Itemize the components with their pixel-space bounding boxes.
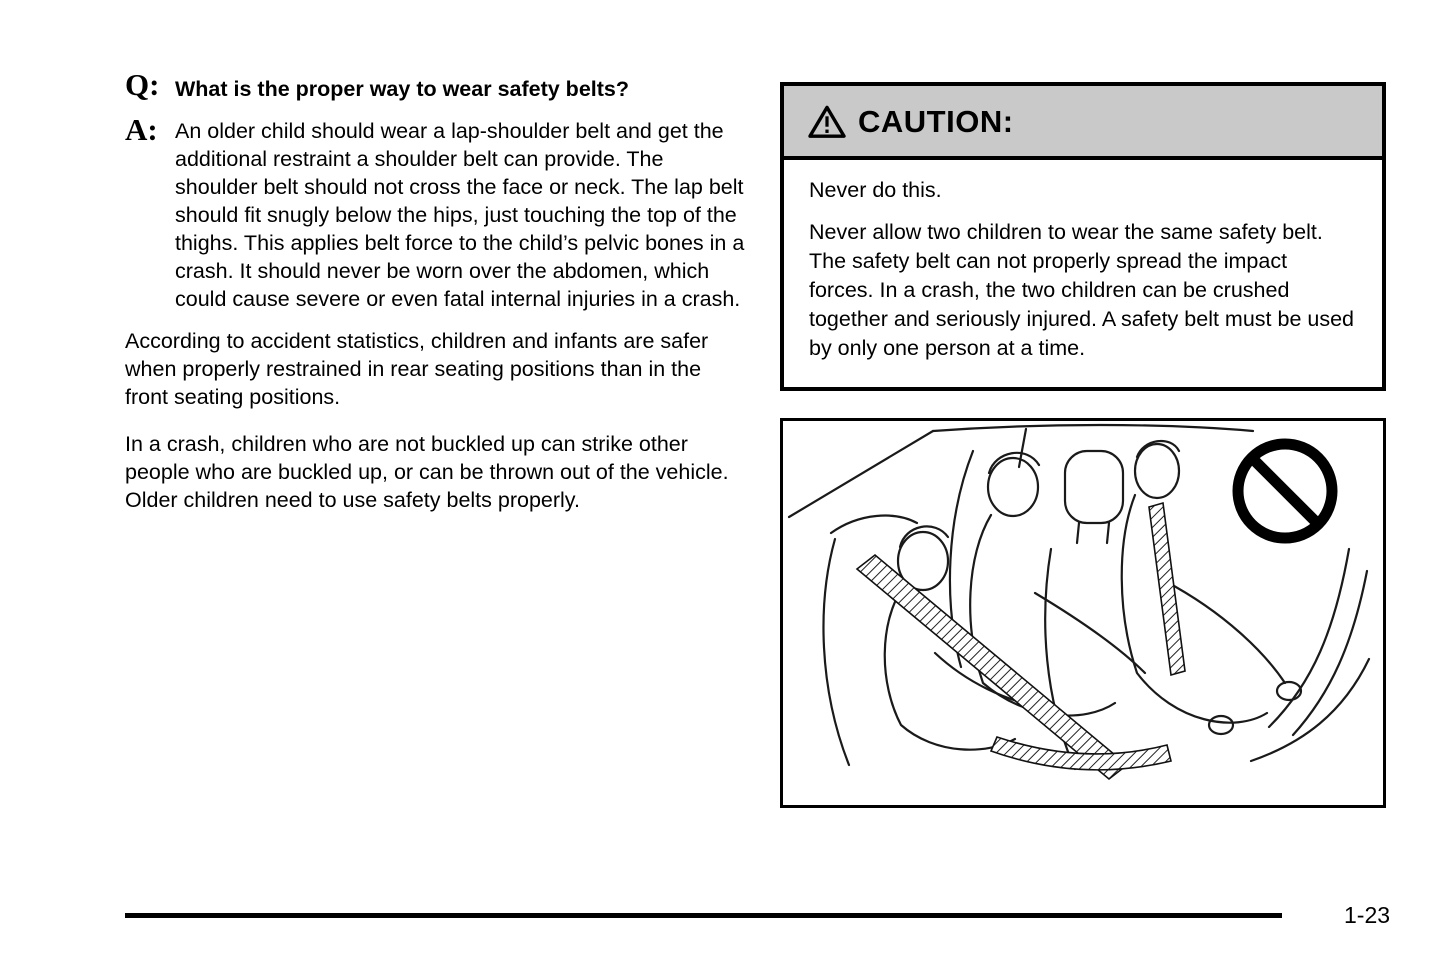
caution-column: [780, 82, 1386, 808]
question-row: [125, 67, 750, 103]
no-symbol-icon: [1238, 444, 1332, 538]
question-text: What is the proper way to wear safety belts?: [175, 77, 629, 101]
caution-header: [784, 86, 1382, 160]
caution-line1: Never do this.: [809, 178, 942, 202]
qa-column: [125, 67, 750, 533]
caution-text: Never allow two children to wear the same safety belt. The safety belt can not properly spread the impact forces. In a crash, the two children can be crushed together and seriously injured. A safety belt must be used by only one person at a time.: [809, 220, 1354, 360]
warning-triangle-icon: [808, 105, 846, 139]
seatbelt-illustration: [780, 418, 1386, 808]
car-interior-lines: [789, 425, 1369, 769]
paragraph-statistics: According to accident statistics, children and infants are safer when properly restrained in rear seating positions than in the front seating positions.: [125, 329, 709, 409]
answer-row: [125, 112, 750, 313]
caution-box: [780, 82, 1386, 391]
paragraph-crash: In a crash, children who are not buckled up can strike other people who are buckled up, or can be thrown out of the vehicle. Older children need to use safety belts properly.: [125, 432, 729, 512]
footer-rule: [125, 913, 1282, 918]
illustration-drawing: [783, 421, 1383, 805]
page-number: 1-23: [1344, 902, 1391, 928]
answer-text: An older child should wear a lap-shoulder belt and get the additional restraint a shoulder belt can provide. The shoulder belt should not cross the face or neck. The lap belt should fit snugly below the hips, just touching the top of the thighs. This applies belt force to the child’s pelvic bones in a crash. It should never be worn over the abdomen, which could cause severe or even fatal internal injuries in a crash.: [175, 119, 745, 311]
question-label: Q:: [125, 67, 160, 102]
caution-title: CAUTION:: [858, 104, 1014, 139]
shared-safety-belt: [857, 555, 1171, 779]
caution-body: [784, 160, 1382, 387]
answer-label: A:: [125, 112, 158, 147]
